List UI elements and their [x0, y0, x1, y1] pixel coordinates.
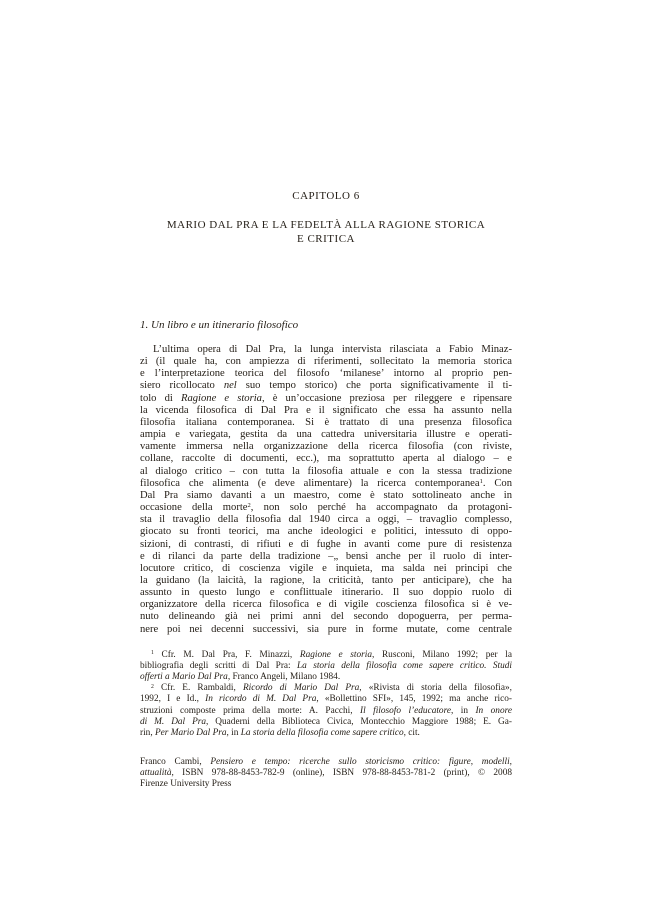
text-line: occasione della morte$^2$, non solo perché ha accompagnato da protagoni- — [140, 502, 513, 514]
text-line: sizioni, di contrasti, di rifiuti e di fughe in avanti come pure di resistenza — [140, 538, 512, 550]
text-line: zi (il quale ha, con ampiezza di riferimenti, sollecitato la memoria storica — [140, 356, 512, 368]
chapter-label: CAPITOLO 6 — [292, 190, 360, 202]
text-line: attualità, ISBN 978-88-8453-782-9 (online), ISBN 978-88-8453-781-2 (print), © 2008 — [140, 768, 512, 779]
text-line: collane, raccolte di documenti, ecc.), ma soprattutto aperta al dialogo – e — [140, 453, 512, 465]
body-paragraph — [140, 344, 512, 636]
footnote-2 — [140, 683, 512, 739]
page-content — [140, 0, 512, 790]
text-line: rin, Per Mario Dal Pra, in La storia della filosofia come sapere critico, cit. — [140, 727, 420, 738]
text-line: L’ultima opera di Dal Pra, la lunga intervista rilasciata a Fabio Minaz- — [153, 344, 512, 355]
text-line: vamente immersa nella organizzazione della ricerca filosofia (con riviste, — [140, 441, 512, 453]
text-line: la guidano (la laicità, la ragione, la criticità, tanto per anticipare), che ha — [140, 574, 512, 586]
text-line: assunto in questo lungo e conflittuale itinerario. Il suo doppio ruolo di — [140, 587, 512, 599]
text-line: ampia e variegata, gestita da una cattedra universitaria illustre e operati- — [140, 429, 512, 441]
text-line: $^2$ Cfr. E. Rambaldi, Ricordo di Mario Dal Pra, «Rivista di storia della filosofia», — [151, 683, 512, 694]
text-line: e l’interpretazione teorica del filosofo ‘milanese’ intorno al proprio pen- — [140, 368, 512, 380]
text-line: $^1$ Cfr. M. Dal Pra, F. Minazzi, Ragione e storia, Rusconi, Milano 1992; per la — [151, 649, 512, 660]
chapter-title — [140, 218, 512, 246]
text-line: offerti a Mario Dal Pra, Franco Angeli, Milano 1984. — [140, 672, 341, 683]
colophon — [140, 757, 512, 790]
text-line: nuto delineando già nei primi anni del secondo dopoguerra, per perma- — [140, 611, 512, 623]
text-line: la vicenda filosofica di Dal Pra e il significato che essa ha assunto nella — [140, 404, 512, 416]
text-line: sta il travaglio della filosofia dal 1940 circa a oggi, – travaglio complesso, — [140, 514, 512, 526]
text-line: filosofia italiana contemporanea. Si è trattato di una presenza filosofica — [140, 416, 512, 428]
text-line: al dialogo critico – con tutta la filosofia attuale e con la stessa tradizione — [140, 465, 512, 477]
chapter-title-line-1: MARIO DAL PRA E LA FEDELTÀ ALLA RAGIONE STORICA — [166, 219, 486, 231]
section-heading: 1. Un libro e un itinerario filosofico — [140, 319, 299, 331]
text-line: 1992, I e Id., In ricordo di M. Dal Pra, «Bollettino SFI», 145, 1992; ma anche rico- — [140, 694, 512, 705]
text-line: Franco Cambi, Pensiero e tempo: ricerche sullo storicismo critico: figure, modelli, — [140, 757, 512, 767]
text-line: organizzatore della ricerca filosofica e di vigile coscienza filosofica si è ve- — [140, 599, 512, 611]
footnotes — [140, 650, 512, 739]
text-line: e di rilanci da parte della tradizione –„ bensì anche per il ruolo di inter- — [140, 550, 512, 562]
text-line: bibliografia degli scritti di Dal Pra: La storia della filosofia come sapere critico. Studi — [140, 660, 512, 671]
text-line: Dal Pra siamo davanti a un maestro, come è stato sottolineato anche in — [140, 489, 512, 501]
text-line: locutore critico, di coscienza vigile e inquieta, ma salda nei principi che — [140, 562, 512, 574]
text-line: siero ricollocato nel suo tempo storico) che porta significativamente il ti- — [140, 380, 513, 392]
text-line: tolo di Ragione e storia, è un’occasione preziosa per rileggere e ripensare — [140, 392, 512, 404]
text-line: Firenze University Press — [140, 779, 232, 790]
text-line: filosofica che alimenta (e deve alimentare) la ricerca contemporanea$^1$. Con — [140, 477, 512, 489]
chapter-title-line-2: E CRITICA — [297, 233, 355, 245]
text-line: nere poi nei decenni successivi, sia pure in forme mutate, come centrale — [140, 623, 512, 635]
text-line: di M. Dal Pra, Quaderni della Biblioteca Civica, Montecchio Maggiore 1988; E. Ga- — [140, 716, 512, 727]
footnote-1 — [140, 650, 512, 683]
text-line: giocato su fronti teorici, ma anche ideologici e politici, intessuto di oppo- — [140, 526, 512, 538]
text-line: struzioni composte prima della morte: A. Pacchi, Il filosofo l’educatore, in In onore — [140, 705, 512, 716]
